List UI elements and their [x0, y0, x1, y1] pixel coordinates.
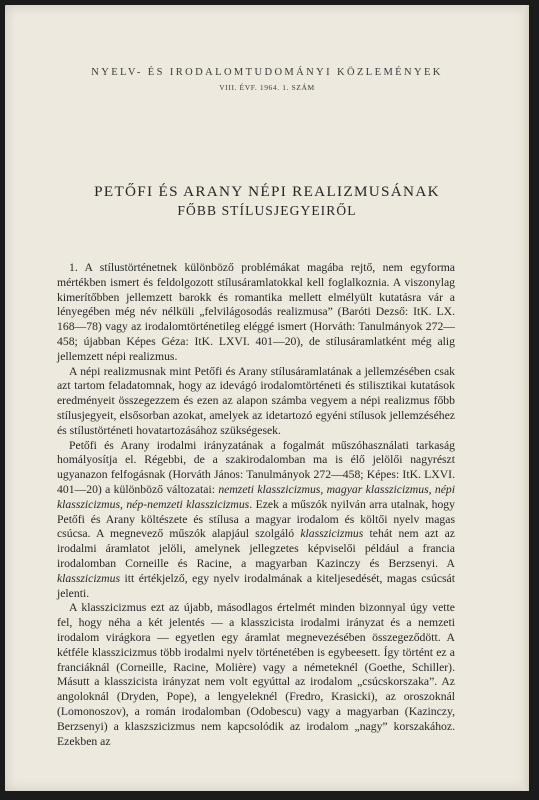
title-line-2: FŐBB STÍLUSJEGYEIRŐL	[177, 203, 357, 218]
paragraph-3-text-d: itt értékjelző, egy nyelv irodalmának a kiteljesedését, magas csúcsát jelenti.	[57, 571, 455, 600]
paragraph-3-text-c: tehát nem azt az irodalmi áramlatot jelöli, amelynek jellegzetes képviselői például a francia irodalomban Corneille és Racine, a magyarban Kazinczy és Berzsenyi. A	[57, 527, 455, 570]
paragraph-3	[57, 439, 455, 602]
journal-name: NYELV- ÉS IRODALOMTUDOMÁNYI KÖZLEMÉNYEK	[91, 67, 443, 78]
article-body	[57, 261, 455, 749]
paragraph-2: A népi realizmusnak mint Petőfi és Arany stílusáramlatának a jellemzésében csak azt tartom feladatomnak, hogy az idevágó irodalomtörténeti és stilisztikai kutatások eredményeit összegezzem és ezen az alapon számba vegyem a népi realizmus főbb stílusjegyeit, elsősorban azokat, amelyek az idetartozó egyéni stílusok jellemzéséhez és stílustörténeti hovatartozásához szükségesek.	[57, 364, 455, 437]
title-line-1: PETŐFI ÉS ARANY NÉPI REALIZMUSÁNAK	[94, 183, 440, 200]
paragraph-3-text-b: . Ezek a műszók nyilván arra utalnak, hogy Petőfi és Arany költészete és stílusa a magyar irodalom és költői nyelv magas csúcsa. A megnevező műszók alapjául szolgáló	[57, 497, 455, 541]
article-title	[5, 182, 529, 220]
document-page	[5, 5, 529, 791]
paragraph-3-text-a: Petőfi és Arany irodalmi irányzatának a fogalmát műszóhasználati tarkaság homályosítja el. Régebbi, de a szakirodalomban ma is élő jelölői nagyrészt ugyanazon felfogásnak (Horváth János: Tanulmányok 272—458; Képes: ItK. LXVI. 401—20) a különböző változatai:	[57, 438, 455, 496]
page-edge	[523, 5, 529, 791]
paragraph-1: 1. A stílustörténetnek különböző problémákat magába rejtő, nem egyforma mértékben ismert és feldolgozott stílusáramlatokkal kell foglalkoznia. A viszonylag kimerítőbben jellemzett barokk és romantika mellett elmélyült kutatásra vár a lényegében még név nélküli „felvilágosodás realizmusa” (Baróti Dezső: ItK. LX. 168—78) vagy az irodalomtörténetileg eléggé ismert (Horváth: Tanulmányok 272—458; újabban Képes Géza: ItK. LXVI. 401—20), de stílusáramlatként még alig jellemzett népi realizmus.	[57, 261, 455, 363]
paragraph-4: A klasszicizmus ezt az újabb, másodlagos értelmét minden bizonnyal úgy vette fel, hogy néha a két jelentés — a klasszicista irodalmi irányzat és a nemzeti irodalom virágkora — egyetlen egy áramlat megnevezésében összegeződött. A kétféle klasszicizmus több irodalmi nyelv történetében is egybeesett. Így történt ez a franciáknál (Corneille, Racine, Molière) vagy a németeknél (Goethe, Schiller). Másutt a klasszicista irányzat nem volt egyúttal az irodalom „csúcskorszaka”. Az angoloknál (Dryden, Pope), a lengyeleknél (Fredro, Krasicki), az oroszoknál (Lomonoszov), a román irodalomban (Odobescu) vagy a magyarban (Kazinczy, Berzsenyi) a klaszszicizmus nem kapcsolódik az irodalom „nagy” korszakához. Ezekben az	[57, 601, 455, 748]
journal-issue: VIII. ÉVF. 1964. 1. SZÁM	[219, 83, 315, 92]
paragraph-3-italic-terms: nemzeti klasszicizmus, magyar klasszicizmus, népi klasszicizmus, nép-nemzeti klasszicizmus	[57, 482, 455, 511]
paragraph-3-italic-klasszicizmus: klasszicizmus	[300, 527, 364, 541]
paragraph-3-italic-klasszicizmus-2: klasszicizmus	[57, 571, 120, 585]
